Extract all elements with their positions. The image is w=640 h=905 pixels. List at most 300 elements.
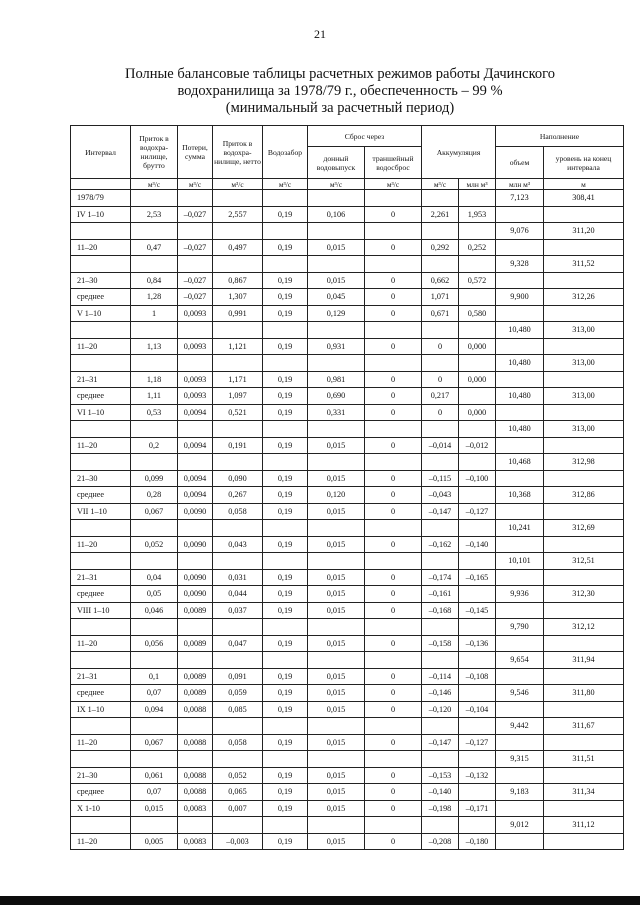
value-cell: [308, 619, 365, 636]
value-cell: –0,104: [459, 701, 496, 718]
value-cell: [213, 652, 263, 669]
value-cell: [422, 553, 459, 570]
value-cell: 0,1: [131, 668, 178, 685]
value-cell: 0,015: [308, 437, 365, 454]
level-cell: 311,67: [544, 718, 624, 735]
value-cell: [365, 751, 422, 768]
value-cell: –0,012: [459, 437, 496, 454]
volume-cell: 7,123: [496, 190, 544, 207]
level-cell: 312,30: [544, 586, 624, 603]
value-cell: [308, 751, 365, 768]
value-cell: 0: [365, 272, 422, 289]
storage-row: [71, 421, 624, 438]
value-cell: –0,108: [459, 668, 496, 685]
value-cell: [365, 619, 422, 636]
value-cell: 0: [365, 206, 422, 223]
interval-cell: среднее: [71, 487, 131, 504]
volume-cell: 9,012: [496, 817, 544, 834]
value-cell: [131, 817, 178, 834]
value-cell: 0,0094: [178, 437, 213, 454]
storage-row: [71, 454, 624, 471]
value-cell: 0: [365, 536, 422, 553]
value-cell: 0,015: [308, 586, 365, 603]
value-cell: 0,07: [131, 784, 178, 801]
value-cell: 0,19: [263, 586, 308, 603]
value-cell: 0,015: [308, 833, 365, 850]
value-cell: [178, 751, 213, 768]
value-cell: [263, 751, 308, 768]
interval-cell: [71, 454, 131, 471]
value-cell: [178, 355, 213, 372]
value-cell: –0,127: [459, 503, 496, 520]
header-bottom-outlet: донный водовыпуск: [308, 147, 365, 179]
value-cell: [131, 520, 178, 537]
interval-cell: [71, 817, 131, 834]
level-cell: 311,12: [544, 817, 624, 834]
volume-cell: 9,790: [496, 619, 544, 636]
unit-cell: м³/с: [178, 179, 213, 190]
value-cell: 0,094: [131, 701, 178, 718]
level-cell: [544, 701, 624, 718]
value-cell: 0,015: [308, 800, 365, 817]
volume-cell: [496, 371, 544, 388]
interval-cell: 1978/79: [71, 190, 131, 207]
value-cell: 0,005: [131, 833, 178, 850]
table-row: [71, 734, 624, 751]
value-cell: [308, 355, 365, 372]
value-cell: [422, 817, 459, 834]
value-cell: 0: [365, 487, 422, 504]
level-cell: 311,34: [544, 784, 624, 801]
value-cell: 0,0090: [178, 586, 213, 603]
value-cell: 0,015: [308, 685, 365, 702]
value-cell: 0,0093: [178, 371, 213, 388]
value-cell: [422, 355, 459, 372]
value-cell: 1,13: [131, 338, 178, 355]
table-row: [71, 767, 624, 784]
value-cell: [178, 322, 213, 339]
level-cell: [544, 668, 624, 685]
unit-cell: млн м³: [459, 179, 496, 190]
value-cell: 0,19: [263, 602, 308, 619]
interval-cell: [71, 421, 131, 438]
value-cell: –0,147: [422, 734, 459, 751]
value-cell: –0,003: [213, 833, 263, 850]
volume-cell: 9,900: [496, 289, 544, 306]
value-cell: [422, 454, 459, 471]
table-row: [71, 206, 624, 223]
header-discharge: Сброс через: [308, 126, 422, 147]
volume-cell: [496, 305, 544, 322]
value-cell: [131, 718, 178, 735]
value-cell: [131, 421, 178, 438]
value-cell: 0: [365, 305, 422, 322]
value-cell: 0,2: [131, 437, 178, 454]
value-cell: [308, 652, 365, 669]
value-cell: 0,19: [263, 388, 308, 405]
value-cell: [459, 421, 496, 438]
value-cell: [422, 619, 459, 636]
value-cell: [365, 190, 422, 207]
level-cell: 311,80: [544, 685, 624, 702]
volume-cell: [496, 833, 544, 850]
value-cell: 0,19: [263, 206, 308, 223]
table-row: [71, 635, 624, 652]
level-cell: [544, 602, 624, 619]
interval-cell: 11–20: [71, 734, 131, 751]
value-cell: 0,252: [459, 239, 496, 256]
value-cell: 0,0089: [178, 668, 213, 685]
value-cell: 0,19: [263, 470, 308, 487]
table-header: [71, 126, 624, 190]
value-cell: 0,662: [422, 272, 459, 289]
value-cell: 0,044: [213, 586, 263, 603]
value-cell: 0,19: [263, 833, 308, 850]
value-cell: [178, 652, 213, 669]
value-cell: 0,015: [308, 503, 365, 520]
value-cell: 0: [365, 338, 422, 355]
value-cell: 0,129: [308, 305, 365, 322]
value-cell: [178, 520, 213, 537]
value-cell: [213, 421, 263, 438]
volume-cell: 10,468: [496, 454, 544, 471]
value-cell: 0,981: [308, 371, 365, 388]
value-cell: 0,19: [263, 784, 308, 801]
interval-cell: [71, 619, 131, 636]
level-cell: [544, 206, 624, 223]
volume-cell: [496, 470, 544, 487]
value-cell: 0: [365, 701, 422, 718]
value-cell: –0,147: [422, 503, 459, 520]
storage-row: [71, 652, 624, 669]
value-cell: [178, 256, 213, 273]
volume-cell: [496, 602, 544, 619]
value-cell: [459, 256, 496, 273]
value-cell: [263, 454, 308, 471]
value-cell: [131, 223, 178, 240]
interval-cell: [71, 718, 131, 735]
value-cell: 0,0094: [178, 487, 213, 504]
table-row: [71, 602, 624, 619]
table-row: [71, 388, 624, 405]
table-row: [71, 701, 624, 718]
volume-cell: [496, 338, 544, 355]
value-cell: 0,580: [459, 305, 496, 322]
interval-cell: 21–31: [71, 569, 131, 586]
storage-row: [71, 751, 624, 768]
value-cell: 0,120: [308, 487, 365, 504]
interval-cell: 21–31: [71, 371, 131, 388]
value-cell: [365, 421, 422, 438]
value-cell: 0: [365, 404, 422, 421]
value-cell: 0,0090: [178, 503, 213, 520]
value-cell: [263, 223, 308, 240]
value-cell: 0: [422, 338, 459, 355]
value-cell: [459, 553, 496, 570]
value-cell: –0,114: [422, 668, 459, 685]
value-cell: [365, 256, 422, 273]
value-cell: [263, 553, 308, 570]
value-cell: [459, 619, 496, 636]
value-cell: 0: [365, 586, 422, 603]
volume-cell: [496, 272, 544, 289]
volume-cell: 10,480: [496, 421, 544, 438]
interval-cell: [71, 223, 131, 240]
value-cell: 0,04: [131, 569, 178, 586]
interval-cell: среднее: [71, 289, 131, 306]
value-cell: –0,180: [459, 833, 496, 850]
table-row: [71, 371, 624, 388]
value-cell: 0,671: [422, 305, 459, 322]
value-cell: [365, 553, 422, 570]
storage-row: [71, 520, 624, 537]
value-cell: [213, 223, 263, 240]
header-accumulation: Аккумуляция: [422, 126, 496, 179]
value-cell: [213, 553, 263, 570]
value-cell: 2,261: [422, 206, 459, 223]
level-cell: [544, 371, 624, 388]
header-storage: Наполнение: [496, 126, 624, 147]
value-cell: 0,067: [131, 503, 178, 520]
value-cell: –0,158: [422, 635, 459, 652]
value-cell: 0,19: [263, 668, 308, 685]
volume-cell: 9,654: [496, 652, 544, 669]
interval-cell: V 1–10: [71, 305, 131, 322]
page-number: 21: [314, 27, 326, 41]
value-cell: 2,557: [213, 206, 263, 223]
header-spillway: траншейный водосброс: [365, 147, 422, 179]
level-cell: [544, 404, 624, 421]
table-row: [71, 784, 624, 801]
value-cell: 0,045: [308, 289, 365, 306]
value-cell: [131, 454, 178, 471]
volume-cell: 9,442: [496, 718, 544, 735]
value-cell: 0,065: [213, 784, 263, 801]
table-row: [71, 833, 624, 850]
value-cell: [365, 223, 422, 240]
value-cell: [308, 190, 365, 207]
value-cell: 0: [365, 833, 422, 850]
value-cell: [131, 256, 178, 273]
table-row: [71, 272, 624, 289]
level-cell: 313,00: [544, 355, 624, 372]
volume-cell: [496, 404, 544, 421]
value-cell: [308, 223, 365, 240]
value-cell: 0,015: [308, 536, 365, 553]
level-cell: 312,51: [544, 553, 624, 570]
table-row: [71, 685, 624, 702]
value-cell: 0,19: [263, 305, 308, 322]
interval-cell: 11–20: [71, 536, 131, 553]
value-cell: 0,015: [308, 668, 365, 685]
value-cell: 0,000: [459, 338, 496, 355]
value-cell: 0: [365, 569, 422, 586]
level-cell: 311,52: [544, 256, 624, 273]
storage-row: [71, 223, 624, 240]
value-cell: 0,015: [308, 784, 365, 801]
value-cell: [263, 652, 308, 669]
level-cell: [544, 569, 624, 586]
value-cell: 0,331: [308, 404, 365, 421]
value-cell: [308, 421, 365, 438]
value-cell: 0,052: [131, 536, 178, 553]
value-cell: 0,19: [263, 289, 308, 306]
value-cell: 1,171: [213, 371, 263, 388]
interval-cell: [71, 751, 131, 768]
value-cell: [213, 454, 263, 471]
value-cell: 0,0094: [178, 404, 213, 421]
value-cell: [131, 322, 178, 339]
volume-cell: 9,936: [496, 586, 544, 603]
value-cell: 0,19: [263, 503, 308, 520]
value-cell: [459, 388, 496, 405]
value-cell: 0,292: [422, 239, 459, 256]
value-cell: [178, 223, 213, 240]
level-cell: [544, 800, 624, 817]
value-cell: [263, 718, 308, 735]
value-cell: 0: [365, 784, 422, 801]
value-cell: –0,136: [459, 635, 496, 652]
value-cell: –0,027: [178, 206, 213, 223]
value-cell: 0,037: [213, 602, 263, 619]
table-row: [71, 305, 624, 322]
storage-row: [71, 817, 624, 834]
interval-cell: 11–20: [71, 635, 131, 652]
value-cell: [422, 223, 459, 240]
value-cell: 0,0093: [178, 338, 213, 355]
table-row: [71, 800, 624, 817]
value-cell: –0,115: [422, 470, 459, 487]
value-cell: [263, 256, 308, 273]
value-cell: 0,0093: [178, 388, 213, 405]
level-cell: 311,20: [544, 223, 624, 240]
value-cell: [365, 322, 422, 339]
table-row: [71, 437, 624, 454]
value-cell: 0,015: [308, 734, 365, 751]
value-cell: [459, 718, 496, 735]
value-cell: 0,061: [131, 767, 178, 784]
interval-cell: [71, 553, 131, 570]
volume-cell: [496, 569, 544, 586]
value-cell: 0: [365, 239, 422, 256]
interval-cell: 11–20: [71, 437, 131, 454]
value-cell: [308, 817, 365, 834]
level-cell: [544, 272, 624, 289]
value-cell: 0,19: [263, 734, 308, 751]
value-cell: 0,047: [213, 635, 263, 652]
value-cell: [422, 751, 459, 768]
table-row: [71, 487, 624, 504]
value-cell: 0,19: [263, 685, 308, 702]
table-row: [71, 503, 624, 520]
value-cell: [263, 421, 308, 438]
interval-cell: VII 1–10: [71, 503, 131, 520]
storage-row: [71, 256, 624, 273]
value-cell: 0,19: [263, 239, 308, 256]
value-cell: 0,05: [131, 586, 178, 603]
value-cell: [178, 190, 213, 207]
value-cell: –0,161: [422, 586, 459, 603]
value-cell: [263, 355, 308, 372]
interval-cell: VIII 1–10: [71, 602, 131, 619]
table-body: [71, 190, 624, 850]
value-cell: 0,19: [263, 338, 308, 355]
level-cell: [544, 833, 624, 850]
value-cell: 0,19: [263, 635, 308, 652]
value-cell: 0,046: [131, 602, 178, 619]
volume-cell: [496, 800, 544, 817]
units-blank: [71, 179, 131, 190]
volume-cell: [496, 536, 544, 553]
value-cell: –0,014: [422, 437, 459, 454]
value-cell: 0,0088: [178, 701, 213, 718]
value-cell: [422, 256, 459, 273]
value-cell: 0,000: [459, 404, 496, 421]
value-cell: 0,0089: [178, 635, 213, 652]
value-cell: 0: [365, 800, 422, 817]
storage-row: [71, 718, 624, 735]
value-cell: 0,015: [308, 272, 365, 289]
value-cell: 1,097: [213, 388, 263, 405]
interval-cell: [71, 652, 131, 669]
interval-cell: 11–20: [71, 833, 131, 850]
value-cell: 0: [365, 437, 422, 454]
level-cell: 311,51: [544, 751, 624, 768]
level-cell: [544, 470, 624, 487]
value-cell: 0,059: [213, 685, 263, 702]
interval-cell: IX 1–10: [71, 701, 131, 718]
value-cell: [422, 322, 459, 339]
value-cell: [459, 289, 496, 306]
value-cell: 0,0088: [178, 734, 213, 751]
value-cell: [131, 553, 178, 570]
value-cell: 0,521: [213, 404, 263, 421]
value-cell: 2,53: [131, 206, 178, 223]
level-cell: 311,94: [544, 652, 624, 669]
level-cell: 312,98: [544, 454, 624, 471]
value-cell: 0,28: [131, 487, 178, 504]
value-cell: 0,099: [131, 470, 178, 487]
value-cell: [178, 553, 213, 570]
value-cell: [213, 256, 263, 273]
unit-cell: м³/с: [263, 179, 308, 190]
interval-cell: [71, 355, 131, 372]
value-cell: 1: [131, 305, 178, 322]
value-cell: 0,19: [263, 701, 308, 718]
volume-cell: 9,328: [496, 256, 544, 273]
value-cell: 0: [365, 289, 422, 306]
value-cell: 0: [365, 767, 422, 784]
value-cell: [459, 190, 496, 207]
volume-cell: [496, 635, 544, 652]
level-cell: [544, 767, 624, 784]
level-cell: [544, 503, 624, 520]
storage-row: [71, 355, 624, 372]
value-cell: –0,043: [422, 487, 459, 504]
value-cell: 0,0090: [178, 536, 213, 553]
value-cell: [213, 619, 263, 636]
unit-cell: м³/с: [308, 179, 365, 190]
value-cell: 0,690: [308, 388, 365, 405]
table-row: [71, 289, 624, 306]
value-cell: 0,007: [213, 800, 263, 817]
level-cell: 312,26: [544, 289, 624, 306]
value-cell: 0,015: [308, 635, 365, 652]
value-cell: 0,0090: [178, 569, 213, 586]
table-row: [71, 569, 624, 586]
header-level: уровень на конец интервала: [544, 147, 624, 179]
table-row: [71, 586, 624, 603]
